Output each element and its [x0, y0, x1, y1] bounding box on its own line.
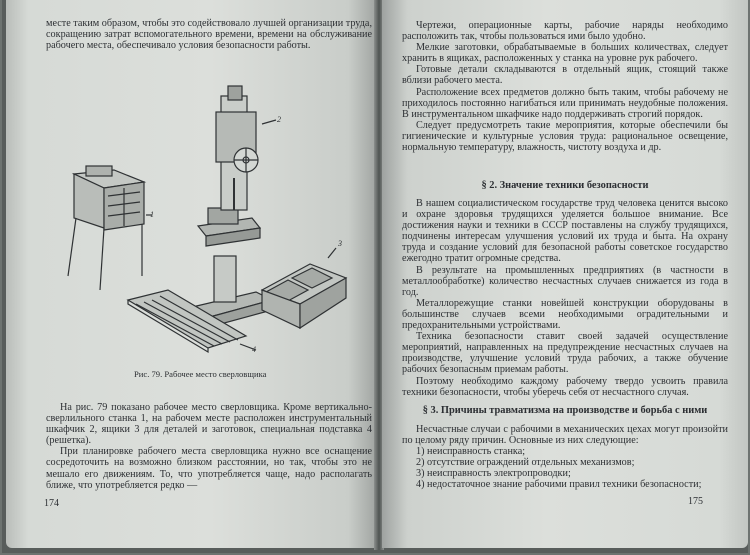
right-bottom-text — [402, 424, 728, 491]
paragraph: Следует предусмотреть такие мероприятия, которые обеспечили бы гигиенические и культурные условия труда: рациональное освещение, нормальную температуру, влажность, чистоту воздуха и др. — [402, 119, 728, 154]
section-heading-3: § 3. Причины травматизма на производстве и борьба с ними — [422, 405, 708, 416]
callout-label: 2 — [277, 115, 281, 124]
page-number-right: 175 — [688, 496, 703, 507]
parts-boxes-illustration — [262, 248, 346, 328]
list-item: 4) недостаточное знание рабочими правил техники безопасности; — [416, 479, 702, 491]
tool-cabinet-illustration — [68, 166, 152, 290]
paragraph: Несчастные случаи с рабочими в механических цехах могут произойти по целому ряду причин. Основные из них следующие: — [402, 424, 728, 447]
callout-label: 3 — [338, 239, 342, 248]
list-item: 1) неисправность станка; — [416, 446, 526, 458]
paragraph: Металлорежущие станки новейшей конструкции оборудованы в большинстве случаев всеми необходимыми оградительными и предохранительными устройствами. — [402, 297, 728, 332]
book-spread — [2, 0, 748, 553]
right-page — [382, 0, 748, 548]
left-body-text — [46, 402, 372, 491]
figure-79-drilling-workplace — [56, 78, 366, 360]
right-top-text — [402, 20, 728, 153]
paragraph: Техника безопасности ставит своей задачей осуществление мероприятий, направленных на предупреждение несчастных случаев на производстве, улучшение условий труда рабочих, а также обучение рабочих безопасным приемам работы. — [402, 331, 728, 376]
paragraph: Расположение всех предметов должно быть таким, чтобы рабочему не приходилось постоянно нагибаться или принимать неудобные положения. В инструментальном шкафчике надо поддерживать строгий порядок. — [402, 86, 728, 120]
callout-label: 1 — [150, 210, 154, 219]
paragraph: В результате на промышленных предприятиях (в частности в металлообработке) количество несчастных случаев снижается из года в год. — [402, 264, 728, 298]
page-number-left: 174 — [44, 498, 59, 509]
figure-caption: Рис. 79. Рабочее место сверловщика — [134, 369, 267, 379]
right-mid-text — [402, 198, 728, 398]
paragraph: Мелкие заготовки, обрабатываемые в больших количествах, следует хранить в ящиках, расположенных у станка на уровне рук рабочего. — [402, 42, 728, 65]
paragraph: Чертежи, операционные карты, рабочие наряды необходимо расположить так, чтобы пользоваться ими было удобно. — [402, 20, 728, 43]
paragraph: месте таким образом, чтобы это содействовало лучшей организации труда, сокращению затрат вспомогательного времени, времени на обслуживание рабочего места, обеспечивало условия безопасности работы. — [46, 18, 372, 52]
paragraph: В нашем социалистическом государстве труд человека ценится высоко и охране здоровья трудящихся уделяется большое внимание. Все достижения науки и техники в СССР поставлены на службу трудящихся, подчинены интересам улучшения условий их труда и быта. На охрану труда и создание условий для безопасной работы советское государство ежегодно тратит огромные средства. — [402, 198, 728, 265]
left-page — [6, 0, 378, 548]
paragraph: Поэтому необходимо каждому рабочему твердо усвоить правила техники безопасности, чтобы уберечь себя от несчастного случая. — [402, 375, 728, 398]
paragraph: На рис. 79 показано рабочее место сверловщика. Кроме вертикально-сверлильного станка 1, на рабочем месте расположен инструментальный шкафчик 2, ящики 3 для деталей и заготовок, специальная подставка 4 (решетка). — [46, 402, 372, 447]
left-top-paragraph — [46, 18, 372, 51]
section-heading-2: § 2. Значение техники безопасности — [481, 180, 649, 191]
paragraph: При планировке рабочего места сверловщика нужно все оснащение сосредоточить на возможно близком расстоянии, но так, чтобы это не мешало его движениям. То, что употребляется чаще, надо располагать ближе, что употребляется редко — — [46, 446, 372, 491]
paragraph: Готовые детали складываются в отдельный ящик, стоящий также вблизи рабочего места. — [402, 64, 728, 87]
list-item: 3) неисправность электропроводки; — [416, 468, 571, 480]
list-item: 2) отсутствие ограждений отдельных механизмов; — [416, 457, 635, 469]
callout-label: 4 — [252, 345, 256, 354]
